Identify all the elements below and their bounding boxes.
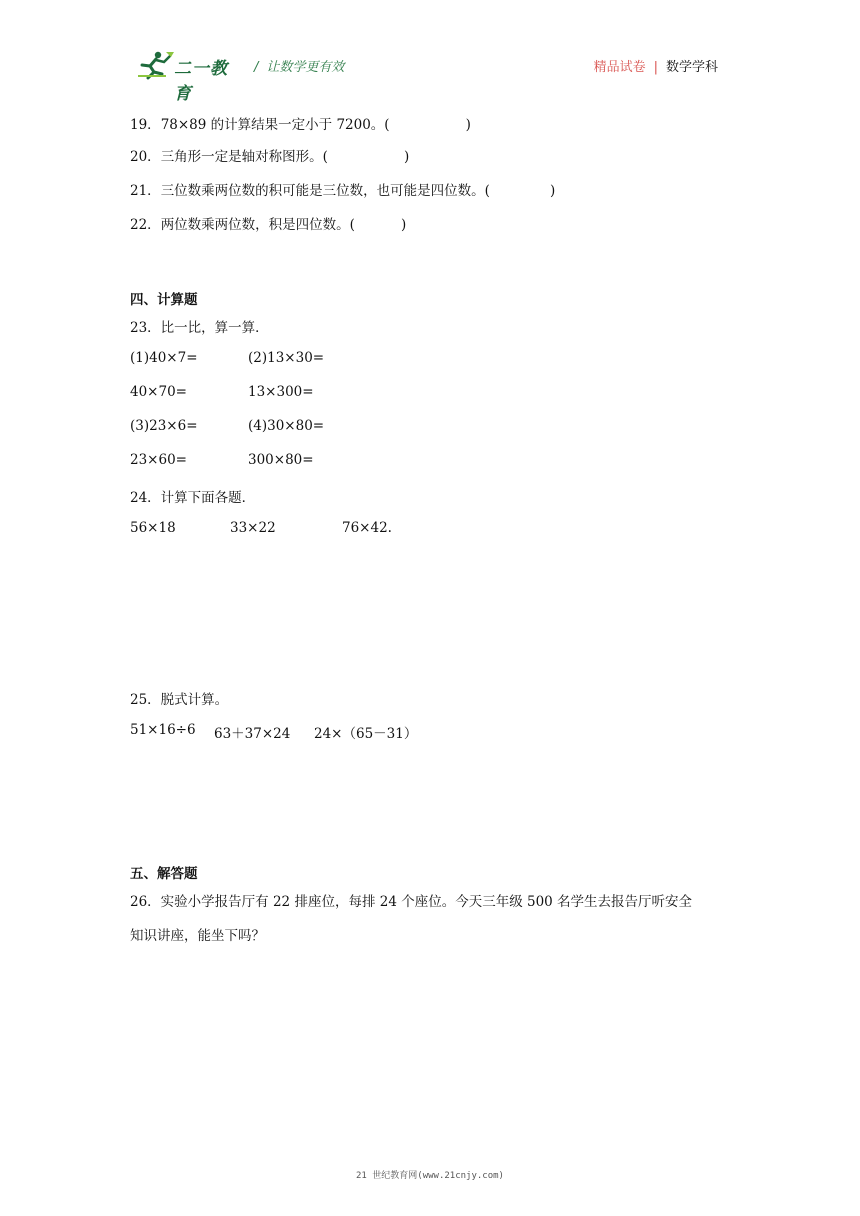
question-text: 三角形一定是轴对称图形。(: [160, 149, 328, 165]
close-paren: ): [403, 149, 410, 165]
question-text: 三位数乘两位数的积可能是三位数，也可能是四位数。(: [160, 183, 490, 199]
q25-item: 24×（65－31）: [314, 726, 418, 742]
q23-item-2b: 13×300=: [248, 384, 314, 400]
q24-item: 33×22: [230, 520, 276, 536]
section-title-answer: 五、解答题: [130, 866, 198, 882]
q23-item-3: (3)23×6=: [130, 418, 198, 434]
question-number: 20．: [130, 149, 161, 165]
close-paren: ): [400, 217, 407, 233]
q23-item-3b: 23×60=: [130, 452, 187, 468]
page-footer: 21 世纪教育网(www.21cnjy.com): [356, 1171, 504, 1181]
q23-item-2: (2)13×30=: [248, 350, 325, 366]
question-20: [130, 145, 409, 165]
question-23-prompt: 23．比一比，算一算．: [130, 320, 269, 336]
q25-item: 51×16÷6: [130, 722, 196, 738]
subject-label: 数学学科: [665, 60, 718, 75]
question-text: 两位数乘两位数，积是四位数。(: [160, 217, 355, 233]
slogan: [254, 56, 344, 75]
question-26-line-1: 26．实验小学报告厅有 22 排座位，每排 24 个座位。今天三年级 500 名学生去报告厅听安全: [130, 894, 693, 910]
q24-item: 76×42.: [342, 520, 392, 536]
slogan-text: 让数学更有效: [266, 60, 345, 75]
page-header: [136, 48, 724, 104]
question-22: [130, 213, 406, 233]
logo: [136, 48, 244, 104]
q23-item-4: (4)30×80=: [248, 418, 325, 434]
question-19: [130, 113, 471, 133]
header-right: [594, 56, 718, 75]
header-separator: |: [653, 60, 658, 75]
question-text: 78×89 的计算结果一定小于 7200。(: [160, 117, 390, 133]
logo-text: 二一教育: [174, 59, 228, 104]
question-number: 19．: [130, 117, 161, 133]
q23-item-1b: 40×70=: [130, 384, 187, 400]
question-number: 21．: [130, 183, 161, 199]
question-21: [130, 179, 555, 199]
question-number: 22．: [130, 217, 161, 233]
runner-logo-icon: [136, 50, 176, 80]
question-26-line-2: 知识讲座，能坐下吗？: [130, 928, 265, 944]
q23-item-1: (1)40×7=: [130, 350, 198, 366]
close-paren: ): [549, 183, 556, 199]
slash-divider: /: [254, 60, 259, 75]
question-24-prompt: 24．计算下面各题．: [130, 490, 256, 506]
close-paren: ): [465, 117, 471, 133]
q25-item: 63＋37×24: [214, 726, 291, 742]
section-title-calculation: 四、计算题: [130, 292, 198, 308]
q23-item-4b: 300×80=: [248, 452, 314, 468]
question-25-prompt: 25．脱式计算。: [130, 692, 229, 708]
q24-item: 56×18: [130, 520, 176, 536]
brand-label: 精品试卷: [593, 60, 646, 75]
